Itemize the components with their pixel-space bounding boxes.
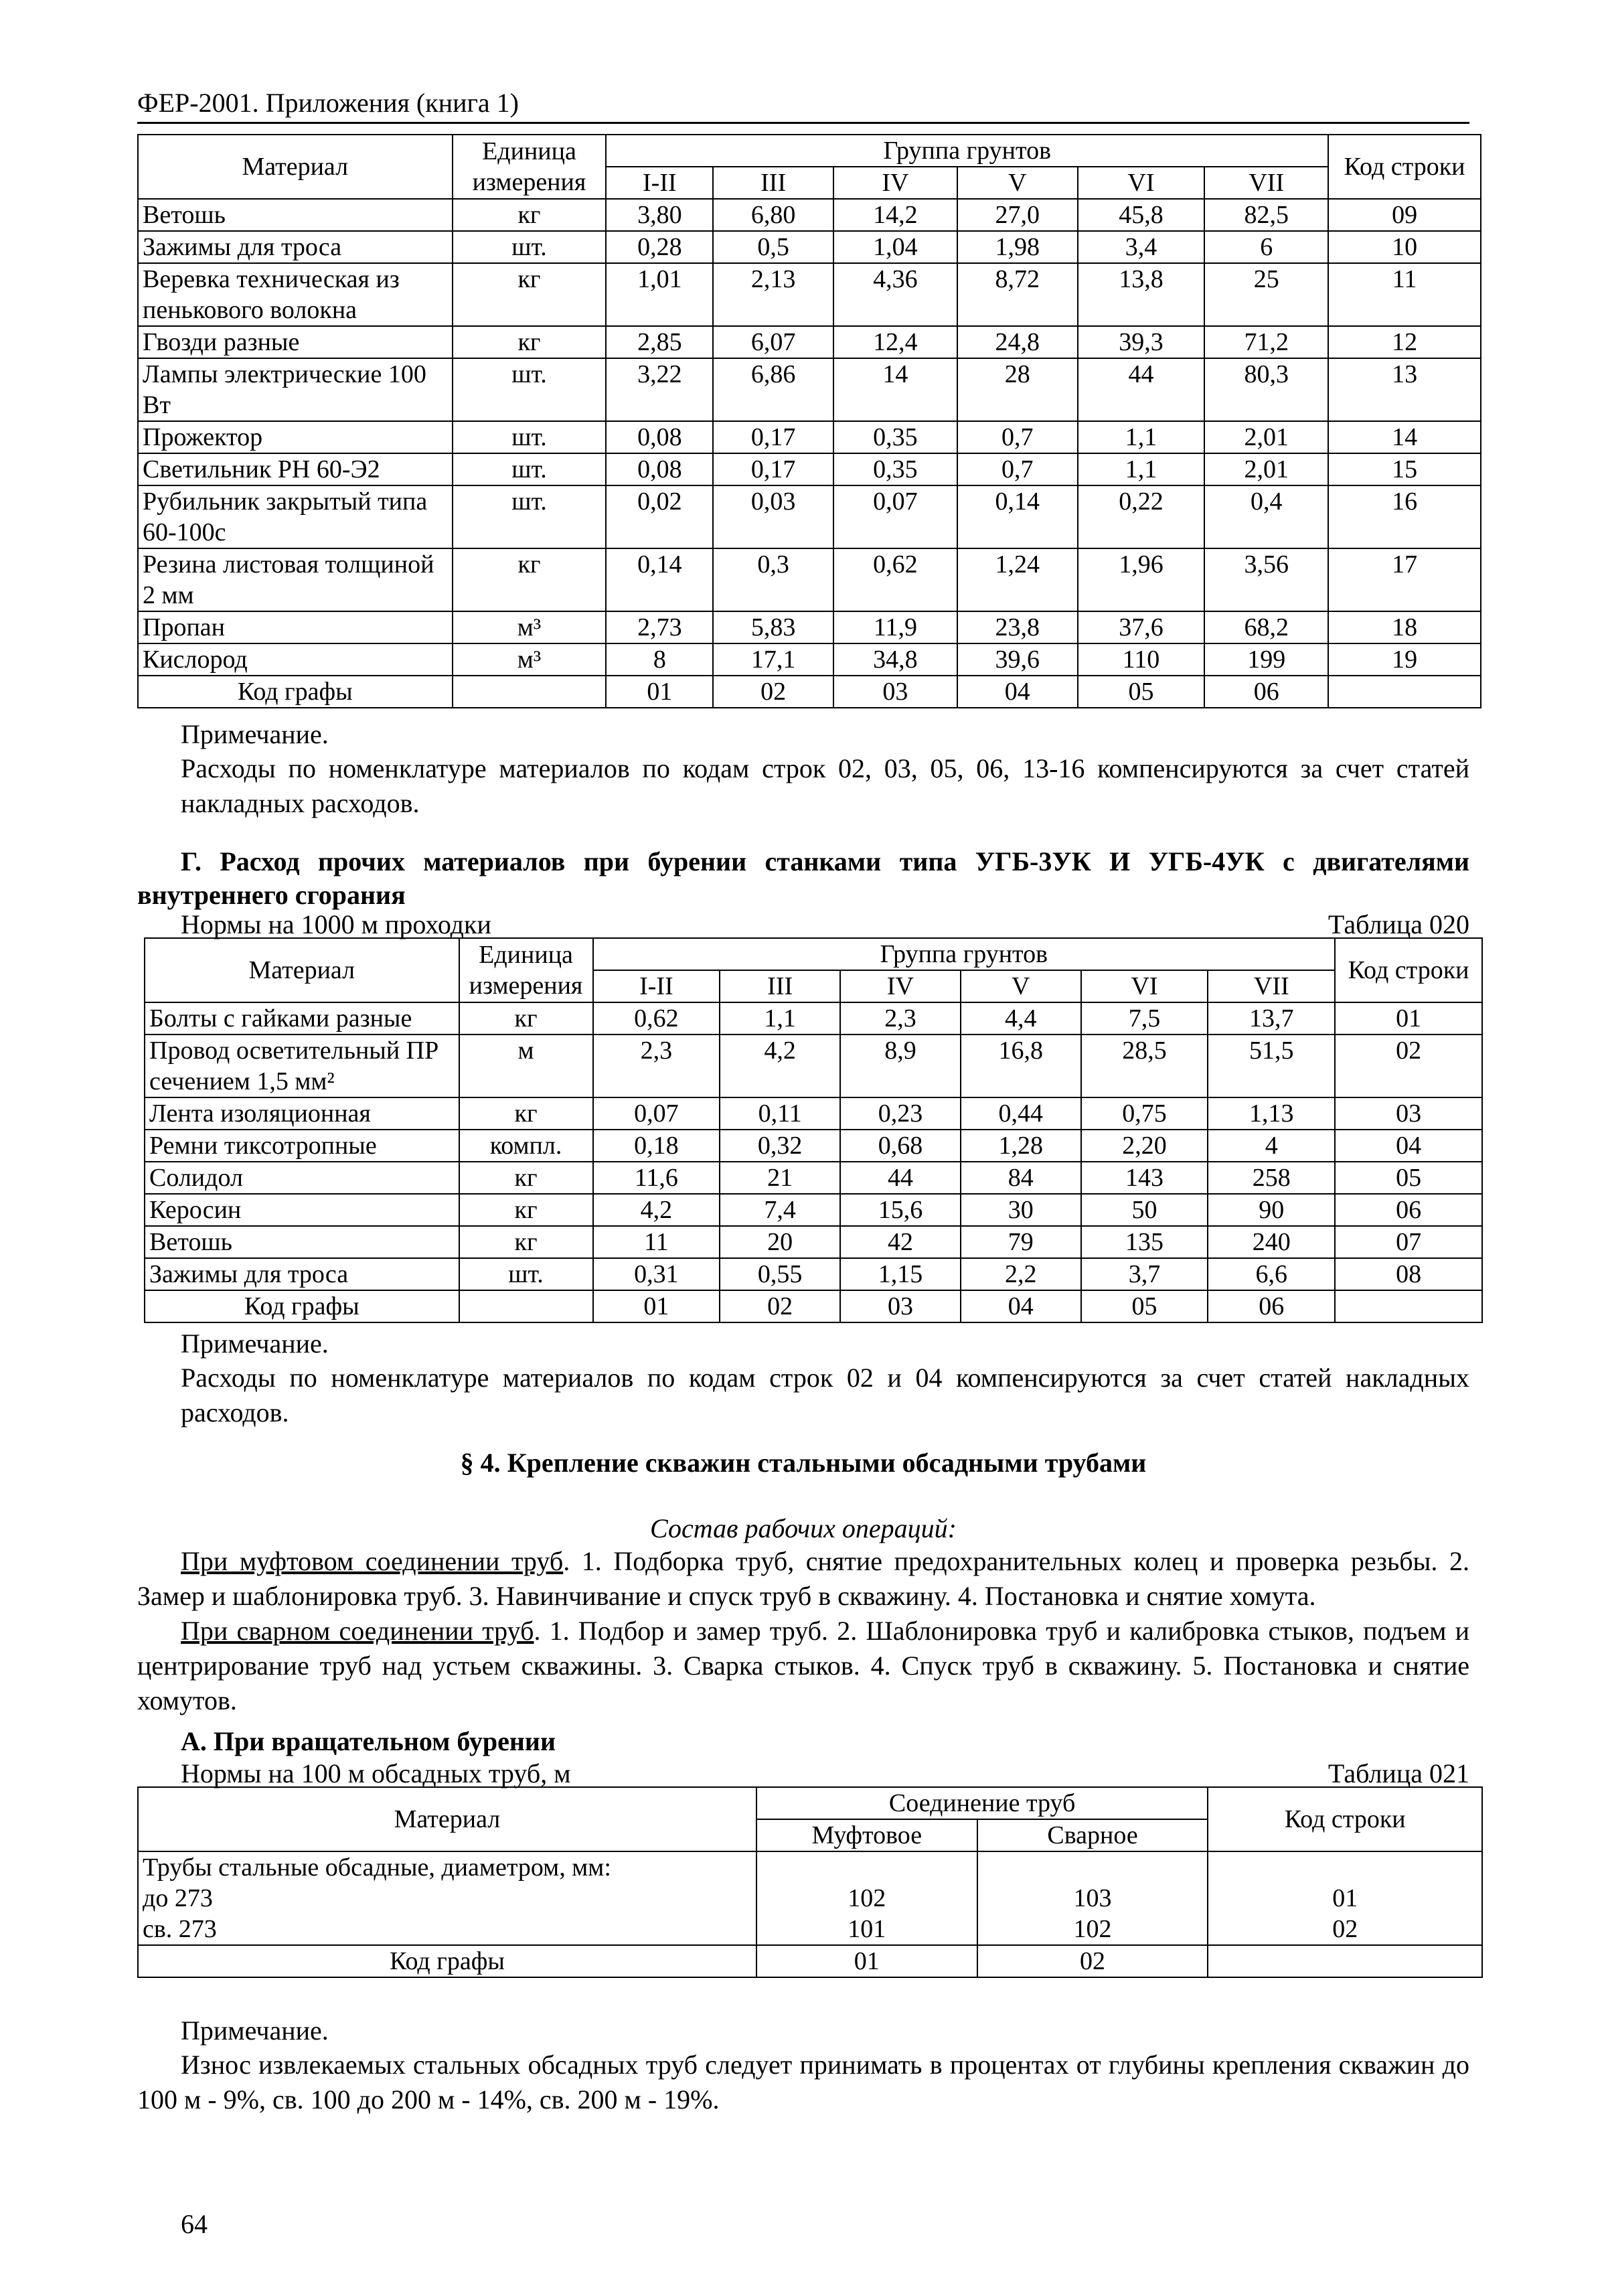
cell-value: 4,2 bbox=[720, 1035, 840, 1097]
cell-value: 143 bbox=[1081, 1162, 1208, 1194]
row-code: 05 bbox=[1335, 1162, 1482, 1194]
row-material-name: Зажимы для троса bbox=[138, 231, 453, 263]
row-unit: м³ bbox=[453, 643, 607, 676]
cell-value: 0,17 bbox=[713, 421, 833, 453]
cell-value: 2,20 bbox=[1081, 1130, 1208, 1162]
cell-value: 0,35 bbox=[833, 421, 957, 453]
cell-value: 42 bbox=[840, 1226, 961, 1258]
norms-label: Нормы на 1000 м проходки bbox=[181, 909, 491, 939]
graph-code: 01 bbox=[756, 1945, 977, 1977]
cell-value: 4,2 bbox=[593, 1194, 720, 1226]
cell-value: 0,08 bbox=[606, 453, 713, 485]
cell-value: 0,14 bbox=[606, 548, 713, 611]
row-name: св. 273 bbox=[138, 1914, 756, 1945]
cell-value: 28 bbox=[957, 358, 1078, 421]
empty-cell bbox=[977, 1851, 1208, 1883]
cell-value: 12,4 bbox=[833, 326, 957, 358]
cell-value: 13,7 bbox=[1208, 1002, 1335, 1035]
table-row bbox=[138, 1851, 1482, 1883]
row-material-name: Лампы электрические 100 Вт bbox=[138, 358, 453, 421]
table-row bbox=[138, 611, 1481, 643]
cell-value: 2,2 bbox=[961, 1258, 1081, 1290]
cell-value: 1,15 bbox=[840, 1258, 961, 1290]
cell-value: 6,07 bbox=[713, 326, 833, 358]
cell-value: 0,07 bbox=[833, 485, 957, 548]
graph-code: 03 bbox=[833, 676, 957, 708]
page-number: 64 bbox=[181, 2209, 208, 2239]
row-unit: кг bbox=[453, 548, 607, 611]
cell-value: 82,5 bbox=[1204, 199, 1328, 231]
cell-value: 101 bbox=[756, 1914, 977, 1945]
graph-code: 06 bbox=[1204, 676, 1328, 708]
group-header: VII bbox=[1204, 167, 1328, 199]
row-code: 01 bbox=[1335, 1002, 1482, 1035]
col-material: Материал bbox=[138, 1787, 756, 1851]
row-code: 10 bbox=[1328, 231, 1481, 263]
row-material-name: Болты с гайками разные bbox=[145, 1002, 459, 1035]
cell-value: 2,3 bbox=[840, 1002, 961, 1035]
graph-code-row bbox=[138, 676, 1481, 708]
cell-value: 44 bbox=[840, 1162, 961, 1194]
cell-value: 79 bbox=[961, 1226, 1081, 1258]
graph-code: 02 bbox=[713, 676, 833, 708]
cell-value: 27,0 bbox=[957, 199, 1078, 231]
cell-value: 240 bbox=[1208, 1226, 1335, 1258]
table-row bbox=[138, 643, 1481, 676]
table-row bbox=[138, 199, 1481, 231]
cell-value: 3,80 bbox=[606, 199, 713, 231]
graph-code: 01 bbox=[593, 1290, 720, 1322]
operations-welded bbox=[137, 1614, 1469, 1718]
row-unit: кг bbox=[453, 199, 607, 231]
table-row bbox=[145, 1002, 1482, 1035]
note-title: Примечание. bbox=[181, 719, 329, 749]
cell-value: 1,13 bbox=[1208, 1097, 1335, 1130]
graph-code-label: Код графы bbox=[138, 676, 453, 708]
row-code: 14 bbox=[1328, 421, 1481, 453]
cell-value: 0,35 bbox=[833, 453, 957, 485]
row-material-name: Рубильник закрытый типа 60-100с bbox=[138, 485, 453, 548]
group-header: I-II bbox=[606, 167, 713, 199]
row-unit: шт. bbox=[453, 231, 607, 263]
cell-value: 39,3 bbox=[1078, 326, 1205, 358]
cell-value: 28,5 bbox=[1081, 1035, 1208, 1097]
group-header: I-II bbox=[593, 970, 720, 1002]
cell-value: 0,17 bbox=[713, 453, 833, 485]
cell-value: 4,36 bbox=[833, 263, 957, 326]
row-code: 13 bbox=[1328, 358, 1481, 421]
cell-value: 0,18 bbox=[593, 1130, 720, 1162]
note-title: Примечание. bbox=[181, 2015, 329, 2046]
group-header: IV bbox=[840, 970, 961, 1002]
cell-value: 0,5 bbox=[713, 231, 833, 263]
table-label: Таблица 021 bbox=[1328, 1758, 1469, 1788]
note-text bbox=[181, 1361, 1469, 1430]
row-unit: шт. bbox=[459, 1258, 593, 1290]
row-material-name: Резина листовая толщиной 2 мм bbox=[138, 548, 453, 611]
row-unit: кг bbox=[459, 1097, 593, 1130]
row-code: 12 bbox=[1328, 326, 1481, 358]
table-row bbox=[138, 485, 1481, 548]
row-unit: шт. bbox=[453, 453, 607, 485]
cell-value: 1,24 bbox=[957, 548, 1078, 611]
graph-code: 02 bbox=[977, 1945, 1208, 1977]
operations-text: . 1. Подбор и замер труб. 2. Шаблонировка труб и калибровка стыков, подъем и центрирование труб над устьем скважины. 3. Сварка стыков. 4. Спуск труб в скважину. 5. Постановка и снятие хомутов. bbox=[137, 1616, 1469, 1715]
table-row bbox=[138, 1883, 1482, 1914]
cell-value: 84 bbox=[961, 1162, 1081, 1194]
running-header: ФЕР-2001. Приложения (книга 1) bbox=[137, 86, 1469, 124]
casing-pipes-table-021 bbox=[137, 1786, 1483, 1978]
cell-value: 103 bbox=[977, 1883, 1208, 1914]
row-code: 01 bbox=[1208, 1883, 1482, 1914]
row-material-name: Зажимы для троса bbox=[145, 1258, 459, 1290]
cell-value: 11,6 bbox=[593, 1162, 720, 1194]
group-header: V bbox=[957, 167, 1078, 199]
table-row bbox=[138, 263, 1481, 326]
cell-value: 0,3 bbox=[713, 548, 833, 611]
cell-value: 0,23 bbox=[840, 1097, 961, 1130]
cell-value: 80,3 bbox=[1204, 358, 1328, 421]
cell-value: 0,02 bbox=[606, 485, 713, 548]
cell-value: 0,32 bbox=[720, 1130, 840, 1162]
cell-value: 0,62 bbox=[833, 548, 957, 611]
row-material-name: Прожектор bbox=[138, 421, 453, 453]
row-material-name: Ветошь bbox=[145, 1226, 459, 1258]
row-code: 17 bbox=[1328, 548, 1481, 611]
cell-value: 25 bbox=[1204, 263, 1328, 326]
graph-code: 01 bbox=[606, 676, 713, 708]
row-unit: кг bbox=[453, 263, 607, 326]
note-text-content: Расходы по номенклатуре материалов по кодам строк 02, 03, 05, 06, 13-16 компенсируются за счет статей накладных расходов. bbox=[181, 753, 1469, 818]
cell-value: 102 bbox=[756, 1883, 977, 1914]
empty-cell bbox=[1335, 1290, 1482, 1322]
cell-value: 8,9 bbox=[840, 1035, 961, 1097]
row-unit: кг bbox=[459, 1194, 593, 1226]
row-code: 06 bbox=[1335, 1194, 1482, 1226]
row-code: 11 bbox=[1328, 263, 1481, 326]
row-material-name: Светильник РН 60-Э2 bbox=[138, 453, 453, 485]
cell-value: 8 bbox=[606, 643, 713, 676]
cell-value: 0,22 bbox=[1078, 485, 1205, 548]
col-unit: Единица измерения bbox=[459, 938, 593, 1002]
section-a-title: А. При вращательном бурении bbox=[181, 1726, 556, 1756]
col-welded: Сварное bbox=[977, 1819, 1208, 1851]
col-unit: Единица измерения bbox=[453, 135, 607, 199]
table-row bbox=[138, 231, 1481, 263]
note-text-content: Износ извлекаемых стальных обсадных труб следует принимать в процентах от глубины крепления скважин до 100 м - 9%, св. 100 до 200 м - 14%, св. 200 м - 19%. bbox=[137, 2050, 1469, 2115]
cell-value: 24,8 bbox=[957, 326, 1078, 358]
row-code: 09 bbox=[1328, 199, 1481, 231]
cell-value: 1,28 bbox=[961, 1130, 1081, 1162]
empty-cell bbox=[453, 676, 607, 708]
cell-value: 1,1 bbox=[720, 1002, 840, 1035]
cell-value: 21 bbox=[720, 1162, 840, 1194]
graph-code: 04 bbox=[961, 1290, 1081, 1322]
cell-value: 1,96 bbox=[1078, 548, 1205, 611]
operations-text: . 1. Подборка труб, снятие предохранительных колец и проверка резьбы. 2. Замер и шаблонировка труб. 3. Навинчивание и спуск труб в скважину. 4. Постановка и снятие хомута. bbox=[137, 1546, 1469, 1611]
cell-value: 20 bbox=[720, 1226, 840, 1258]
cell-value: 0,7 bbox=[957, 453, 1078, 485]
row-unit: кг bbox=[459, 1226, 593, 1258]
cell-value: 7,5 bbox=[1081, 1002, 1208, 1035]
cell-value: 2,3 bbox=[593, 1035, 720, 1097]
table-row bbox=[145, 1226, 1482, 1258]
cell-value: 68,2 bbox=[1204, 611, 1328, 643]
row-unit: м bbox=[459, 1035, 593, 1097]
row-group-label: Трубы стальные обсадные, диаметром, мм: bbox=[138, 1851, 756, 1883]
table-row bbox=[145, 1035, 1482, 1097]
row-name: до 273 bbox=[138, 1883, 756, 1914]
row-code: 19 bbox=[1328, 643, 1481, 676]
table-row bbox=[145, 1130, 1482, 1162]
col-material: Материал bbox=[138, 135, 453, 199]
col-soil-group: Группа грунтов bbox=[606, 135, 1328, 167]
table-row bbox=[138, 326, 1481, 358]
cell-value: 11 bbox=[593, 1226, 720, 1258]
row-material-name: Солидол bbox=[145, 1162, 459, 1194]
cell-value: 30 bbox=[961, 1194, 1081, 1226]
group-header: VII bbox=[1208, 970, 1335, 1002]
cell-value: 23,8 bbox=[957, 611, 1078, 643]
row-material-name: Ремни тиксотропные bbox=[145, 1130, 459, 1162]
row-material-name: Веревка техническая из пенькового волокна bbox=[138, 263, 453, 326]
graph-code: 05 bbox=[1081, 1290, 1208, 1322]
cell-value: 17,1 bbox=[713, 643, 833, 676]
cell-value: 5,83 bbox=[713, 611, 833, 643]
table-row bbox=[138, 1914, 1482, 1945]
row-code: 07 bbox=[1335, 1226, 1482, 1258]
cell-value: 110 bbox=[1078, 643, 1205, 676]
cell-value: 0,03 bbox=[713, 485, 833, 548]
col-coupling: Муфтовое bbox=[756, 1819, 977, 1851]
table-row bbox=[138, 358, 1481, 421]
graph-code: 05 bbox=[1078, 676, 1205, 708]
empty-cell bbox=[1208, 1851, 1482, 1883]
row-unit: кг bbox=[459, 1002, 593, 1035]
cell-value: 0,4 bbox=[1204, 485, 1328, 548]
cell-value: 0,14 bbox=[957, 485, 1078, 548]
group-header: III bbox=[713, 167, 833, 199]
table-label: Таблица 020 bbox=[1328, 909, 1469, 939]
row-material-name: Провод осветительный ПР сечением 1,5 мм² bbox=[145, 1035, 459, 1097]
graph-code: 06 bbox=[1208, 1290, 1335, 1322]
graph-code-row bbox=[138, 1945, 1482, 1977]
cell-value: 50 bbox=[1081, 1194, 1208, 1226]
cell-value: 6 bbox=[1204, 231, 1328, 263]
cell-value: 13,8 bbox=[1078, 263, 1205, 326]
cell-value: 6,6 bbox=[1208, 1258, 1335, 1290]
note-text bbox=[181, 751, 1469, 821]
row-code: 08 bbox=[1335, 1258, 1482, 1290]
cell-value: 14 bbox=[833, 358, 957, 421]
empty-cell bbox=[1328, 676, 1481, 708]
cell-value: 8,72 bbox=[957, 263, 1078, 326]
cell-value: 1,04 bbox=[833, 231, 957, 263]
table-row bbox=[145, 1258, 1482, 1290]
section-4-title: § 4. Крепление скважин стальными обсадными трубами bbox=[460, 1448, 1147, 1478]
col-row-code: Код строки bbox=[1335, 938, 1482, 1002]
cell-value: 14,2 bbox=[833, 199, 957, 231]
row-material-name: Лента изоляционная bbox=[145, 1097, 459, 1130]
cell-value: 0,11 bbox=[720, 1097, 840, 1130]
cell-value: 90 bbox=[1208, 1194, 1335, 1226]
row-unit: кг bbox=[453, 326, 607, 358]
row-material-name: Пропан bbox=[138, 611, 453, 643]
cell-value: 7,4 bbox=[720, 1194, 840, 1226]
group-header: IV bbox=[833, 167, 957, 199]
row-material-name: Гвозди разные bbox=[138, 326, 453, 358]
cell-value: 3,7 bbox=[1081, 1258, 1208, 1290]
empty-cell bbox=[1208, 1945, 1482, 1977]
cell-value: 71,2 bbox=[1204, 326, 1328, 358]
group-header: VI bbox=[1081, 970, 1208, 1002]
note-title: Примечание. bbox=[181, 1328, 329, 1359]
table-row bbox=[145, 1162, 1482, 1194]
col-row-code: Код строки bbox=[1328, 135, 1481, 199]
graph-code-row bbox=[145, 1290, 1482, 1322]
operations-lead: При муфтовом соединении труб bbox=[181, 1546, 564, 1576]
group-header: VI bbox=[1078, 167, 1205, 199]
row-unit: шт. bbox=[453, 358, 607, 421]
cell-value: 2,73 bbox=[606, 611, 713, 643]
cell-value: 45,8 bbox=[1078, 199, 1205, 231]
note-text-content: Расходы по номенклатуре материалов по кодам строк 02 и 04 компенсируются за счет статей накладных расходов. bbox=[181, 1363, 1469, 1428]
row-code: 18 bbox=[1328, 611, 1481, 643]
cell-value: 0,55 bbox=[720, 1258, 840, 1290]
cell-value: 11,9 bbox=[833, 611, 957, 643]
table-row bbox=[145, 1097, 1482, 1130]
empty-cell bbox=[756, 1851, 977, 1883]
cell-value: 0,75 bbox=[1081, 1097, 1208, 1130]
graph-code-label: Код графы bbox=[138, 1945, 756, 1977]
cell-value: 6,86 bbox=[713, 358, 833, 421]
col-pipe-joint: Соединение труб bbox=[756, 1787, 1208, 1819]
row-unit: компл. bbox=[459, 1130, 593, 1162]
cell-value: 3,4 bbox=[1078, 231, 1205, 263]
cell-value: 2,01 bbox=[1204, 453, 1328, 485]
note-text bbox=[137, 2048, 1469, 2117]
table-caption-021 bbox=[181, 1757, 1469, 1790]
cell-value: 0,07 bbox=[593, 1097, 720, 1130]
row-unit: шт. bbox=[453, 421, 607, 453]
table-row bbox=[138, 421, 1481, 453]
operations-lead: При сварном соединении труб bbox=[181, 1616, 534, 1646]
row-material-name: Керосин bbox=[145, 1194, 459, 1226]
group-header: III bbox=[720, 970, 840, 1002]
table-row bbox=[138, 548, 1481, 611]
cell-value: 34,8 bbox=[833, 643, 957, 676]
col-soil-group: Группа грунтов bbox=[593, 938, 1336, 970]
cell-value: 0,62 bbox=[593, 1002, 720, 1035]
cell-value: 0,7 bbox=[957, 421, 1078, 453]
operations-title: Состав рабочих операций: bbox=[650, 1513, 957, 1543]
cell-value: 199 bbox=[1204, 643, 1328, 676]
cell-value: 15,6 bbox=[840, 1194, 961, 1226]
section-g-title: Г. Расход прочих материалов при бурении станками типа УГБ-3УК И УГБ-4УК с двигателями внутреннего сгорания bbox=[137, 846, 1469, 910]
cell-value: 0,08 bbox=[606, 421, 713, 453]
cell-value: 0,68 bbox=[840, 1130, 961, 1162]
cell-value: 2,85 bbox=[606, 326, 713, 358]
cell-value: 37,6 bbox=[1078, 611, 1205, 643]
row-code: 03 bbox=[1335, 1097, 1482, 1130]
cell-value: 3,22 bbox=[606, 358, 713, 421]
cell-value: 3,56 bbox=[1204, 548, 1328, 611]
col-material: Материал bbox=[145, 938, 459, 1002]
norms-label: Нормы на 100 м обсадных труб, м bbox=[181, 1758, 571, 1788]
cell-value: 1,1 bbox=[1078, 453, 1205, 485]
col-row-code: Код строки bbox=[1208, 1787, 1482, 1851]
cell-value: 102 bbox=[977, 1914, 1208, 1945]
row-code: 02 bbox=[1335, 1035, 1482, 1097]
row-code: 16 bbox=[1328, 485, 1481, 548]
cell-value: 2,01 bbox=[1204, 421, 1328, 453]
cell-value: 16,8 bbox=[961, 1035, 1081, 1097]
cell-value: 0,44 bbox=[961, 1097, 1081, 1130]
graph-code: 02 bbox=[720, 1290, 840, 1322]
table-row bbox=[138, 453, 1481, 485]
row-unit: шт. bbox=[453, 485, 607, 548]
table-row bbox=[145, 1194, 1482, 1226]
materials-table-1 bbox=[137, 134, 1481, 708]
graph-code: 04 bbox=[957, 676, 1078, 708]
group-header: V bbox=[961, 970, 1081, 1002]
cell-value: 6,80 bbox=[713, 199, 833, 231]
graph-code: 03 bbox=[840, 1290, 961, 1322]
cell-value: 135 bbox=[1081, 1226, 1208, 1258]
cell-value: 4,4 bbox=[961, 1002, 1081, 1035]
row-material-name: Ветошь bbox=[138, 199, 453, 231]
row-code: 04 bbox=[1335, 1130, 1482, 1162]
table-caption-020 bbox=[181, 908, 1469, 941]
cell-value: 1,01 bbox=[606, 263, 713, 326]
graph-code-label: Код графы bbox=[145, 1290, 459, 1322]
row-unit: м³ bbox=[453, 611, 607, 643]
operations-coupling bbox=[137, 1544, 1469, 1614]
cell-value: 39,6 bbox=[957, 643, 1078, 676]
cell-value: 0,28 bbox=[606, 231, 713, 263]
cell-value: 1,1 bbox=[1078, 421, 1205, 453]
cell-value: 0,31 bbox=[593, 1258, 720, 1290]
cell-value: 1,98 bbox=[957, 231, 1078, 263]
cell-value: 258 bbox=[1208, 1162, 1335, 1194]
empty-cell bbox=[459, 1290, 593, 1322]
cell-value: 2,13 bbox=[713, 263, 833, 326]
row-material-name: Кислород bbox=[138, 643, 453, 676]
cell-value: 51,5 bbox=[1208, 1035, 1335, 1097]
materials-table-020 bbox=[144, 937, 1483, 1323]
row-code: 02 bbox=[1208, 1914, 1482, 1945]
cell-value: 4 bbox=[1208, 1130, 1335, 1162]
cell-value: 44 bbox=[1078, 358, 1205, 421]
row-code: 15 bbox=[1328, 453, 1481, 485]
row-unit: кг bbox=[459, 1162, 593, 1194]
